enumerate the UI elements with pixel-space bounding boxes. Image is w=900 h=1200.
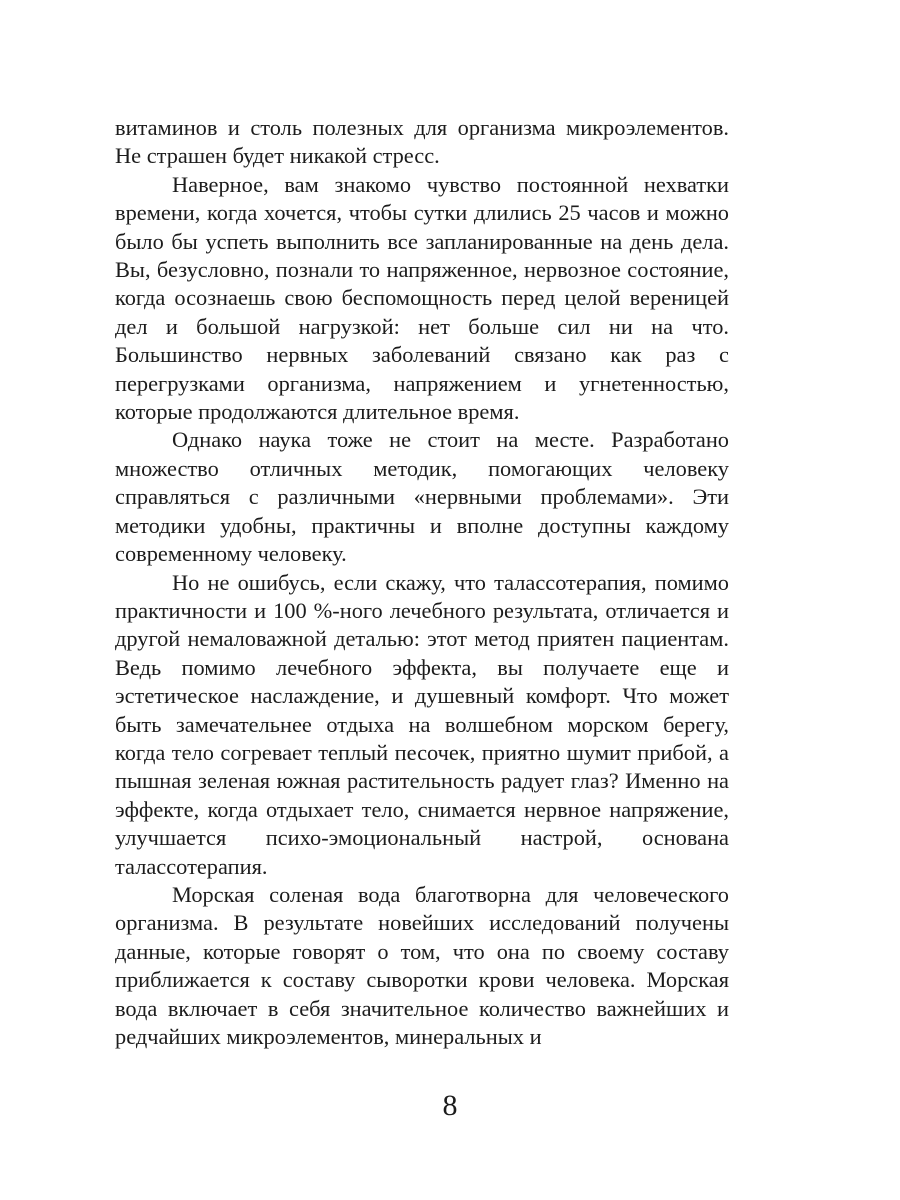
page-number: 8	[442, 1089, 458, 1122]
body-text	[115, 114, 729, 1051]
paragraph-time-shortage: Наверное, вам знакомо чувство постоянной нехватки времени, когда хочется, чтобы сутки длились 25 часов и можно было бы успеть выполнить все запланированные на день дела. Вы, безусловно, познали то напряженное, нервозное состояние, когда осознаешь свою беспомощность перед целой вереницей дел и большой нагрузкой: нет больше сил ни на что. Большинство нервных заболеваний связано как раз с перегрузками организма, напряжением и угнетенностью, которые продолжаются длительное время.	[115, 171, 729, 425]
paragraph-science-methods: Однако наука тоже не стоит на месте. Разработано множество отличных методик, помогающих человеку справляться с различными «нервными проблемами». Эти методики удобны, практичны и вполне доступны каждому современному человеку.	[115, 427, 729, 567]
paragraph-thalassotherapy: Но не ошибусь, если скажу, что талассотерапия, помимо практичности и 100 %-ного лечебного результата, отличается и другой немаловажной деталью: этот метод приятен пациентам. Ведь помимо лечебного эффекта, вы получаете еще и эстетическое наслаждение, и душевный комфорт. Что может быть замечательнее отдыха на волшебном морском берегу, когда тело согревает теплый песочек, приятно шумит прибой, а пышная зеленая южная растительность радует глаз? Именно на эффекте, когда отдыхает тело, снимается нервное напряжение, улучшается психо-эмоциональный настрой, основана талассотерапия.	[115, 569, 729, 879]
paragraph-sea-water: Морская соленая вода благотворна для человеческого организма. В результате новейших исследований получены данные, которые говорят о том, что она по своему составу приближается к составу сыворотки крови человека. Морская вода включает в себя значительное количество важнейших и редчайших микроэлементов, минеральных и	[115, 881, 729, 1049]
paragraph-continuation: витаминов и столь полезных для организма микроэлементов. Не страшен будет никакой стресс.	[115, 115, 729, 169]
